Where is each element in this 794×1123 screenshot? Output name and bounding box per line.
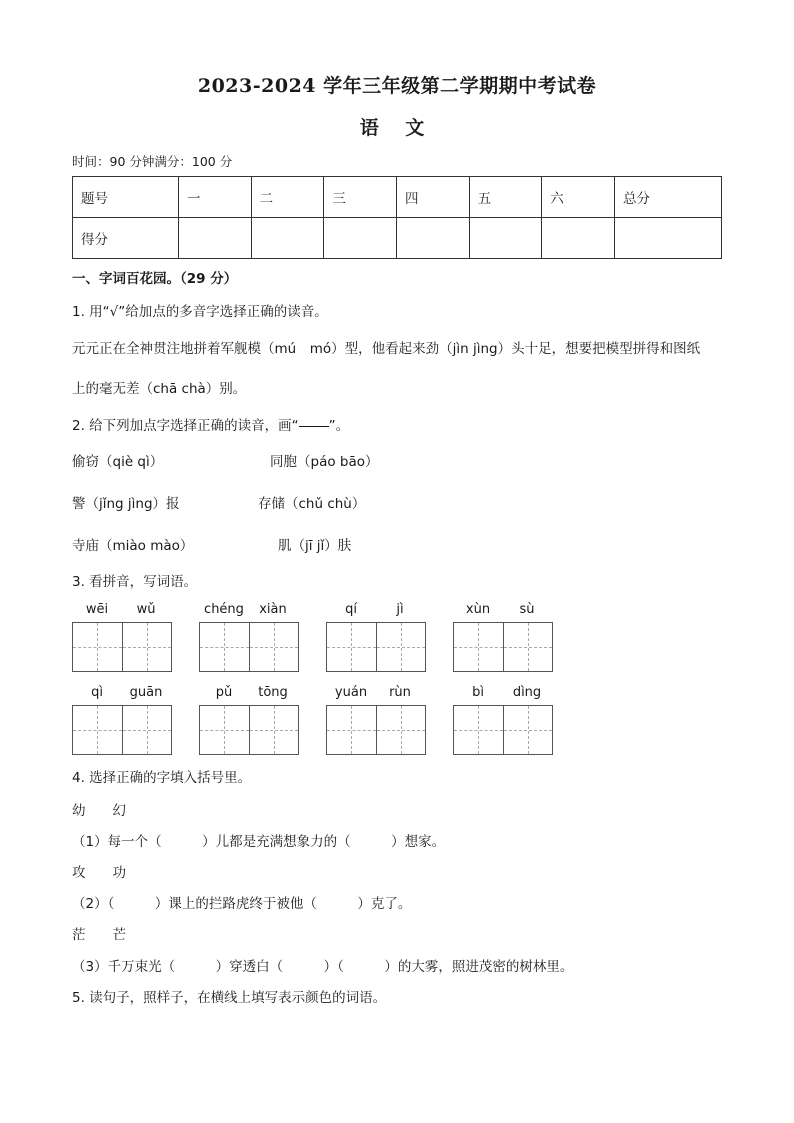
section-heading: 一、字词百花园。（29 分） (72, 271, 238, 287)
writing-box[interactable] (200, 623, 249, 671)
score-input-cell[interactable] (615, 218, 722, 259)
exam-info: 时间：90 分钟满分：100 分 (72, 154, 233, 169)
writing-box[interactable] (73, 623, 122, 671)
question-2-item: 存储（chǔ chù） (258, 496, 366, 512)
subject-title: 语 文 (359, 117, 435, 139)
writing-box[interactable] (454, 706, 503, 754)
writing-box[interactable] (327, 623, 376, 671)
score-input-cell[interactable] (251, 218, 324, 259)
writing-box[interactable] (503, 706, 552, 754)
table-cell: 四 (396, 177, 469, 218)
score-input-cell[interactable] (179, 218, 252, 259)
character-pair: 攻 功 (72, 865, 126, 881)
score-input-cell[interactable] (324, 218, 397, 259)
score-table-score-row (73, 218, 722, 259)
table-cell: 三 (324, 177, 397, 218)
pinyin-label: dìng (512, 685, 542, 700)
table-cell: 六 (542, 177, 615, 218)
pinyin-grid-group (453, 685, 553, 755)
pinyin-label: jì (396, 602, 404, 617)
question-2-item: 偷窃（qiè qì） (72, 454, 164, 470)
question-1-text-line1: 元元正在全神贯注地拼着军舰模（mú mó）型，他看起来劲（jìn jìng）头十足，想要把模型拼得和图纸 (72, 341, 701, 357)
score-input-cell[interactable] (396, 218, 469, 259)
question-2-item: 肌（jī jǐ）肤 (278, 538, 352, 554)
question-1-text-line2: 上的毫无差（chā chà）别。 (72, 381, 247, 397)
writing-box[interactable] (454, 623, 503, 671)
question-4-prompt: 4. 选择正确的字填入括号里。 (72, 770, 252, 786)
score-input-cell[interactable] (542, 218, 615, 259)
table-cell: 总分 (615, 177, 722, 218)
fill-in-sentence: （1）每一个（ ）儿都是充满想象力的（ ）想家。 (72, 834, 446, 850)
pinyin-label: chéng (204, 602, 244, 617)
pinyin-grid-group (326, 602, 426, 672)
score-input-cell[interactable] (469, 218, 542, 259)
table-cell: 二 (251, 177, 324, 218)
question-2-prompt (72, 414, 349, 434)
score-table (72, 176, 722, 259)
prompt-text: ”。 (328, 418, 350, 434)
table-cell: 一 (179, 177, 252, 218)
pinyin-grid-group (199, 602, 299, 672)
pinyin-label: tōng (258, 685, 288, 700)
pinyin-grid-group (72, 602, 172, 672)
pinyin-label: bì (472, 685, 484, 700)
writing-box[interactable] (122, 706, 171, 754)
writing-box[interactable] (376, 706, 425, 754)
writing-box[interactable] (249, 706, 298, 754)
pinyin-grid-group (453, 602, 553, 672)
pinyin-label: guān (129, 685, 163, 700)
table-cell: 五 (469, 177, 542, 218)
writing-box[interactable] (327, 706, 376, 754)
writing-box[interactable] (122, 623, 171, 671)
pinyin-label: xiàn (259, 602, 287, 617)
writing-box[interactable] (376, 623, 425, 671)
pinyin-label: wǔ (136, 602, 156, 617)
pinyin-grid-group (72, 685, 172, 755)
question-2-item: 寺庙（miào mào） (72, 538, 194, 554)
question-1-prompt: 1. 用“√”给加点的多音字选择正确的读音。 (72, 304, 328, 320)
writing-box[interactable] (503, 623, 552, 671)
score-table-header-row (73, 177, 722, 218)
prompt-text: 2. 给下列加点字选择正确的读音，画“ (72, 418, 299, 434)
table-cell: 得分 (73, 218, 179, 259)
character-pair: 茫 芒 (72, 927, 126, 943)
fill-in-sentence: （3）千万束光（ ）穿透白（ ）（ ）的大雾，照进茂密的树林里。 (72, 959, 574, 975)
pinyin-label: yuán (334, 685, 368, 700)
pinyin-grid-group (199, 685, 299, 755)
question-5-prompt: 5. 读句子，照样子，在横线上填写表示颜色的词语。 (72, 990, 387, 1006)
exam-title: 2023-2024 学年三年级第二学期期中考试卷 (197, 75, 597, 97)
pinyin-label: xùn (465, 602, 491, 617)
underline-mark (299, 425, 329, 427)
pinyin-label: wēi (85, 602, 109, 617)
pinyin-grid-group (326, 685, 426, 755)
question-3-prompt: 3. 看拼音，写词语。 (72, 574, 198, 590)
pinyin-label: pǔ (215, 685, 233, 700)
fill-in-sentence: （2）（ ）课上的拦路虎终于被他（ ）克了。 (72, 896, 412, 912)
question-2-item: 警（jǐng jìng）报 (72, 496, 180, 512)
pinyin-label: qí (345, 602, 357, 617)
table-cell: 题号 (73, 177, 179, 218)
pinyin-label: rùn (389, 685, 411, 700)
pinyin-label: sù (519, 602, 535, 617)
writing-box[interactable] (249, 623, 298, 671)
character-pair: 幼 幻 (72, 803, 126, 819)
question-2-item: 同胞（páo bāo） (270, 454, 379, 470)
pinyin-label: qì (91, 685, 103, 700)
writing-box[interactable] (200, 706, 249, 754)
writing-box[interactable] (73, 706, 122, 754)
